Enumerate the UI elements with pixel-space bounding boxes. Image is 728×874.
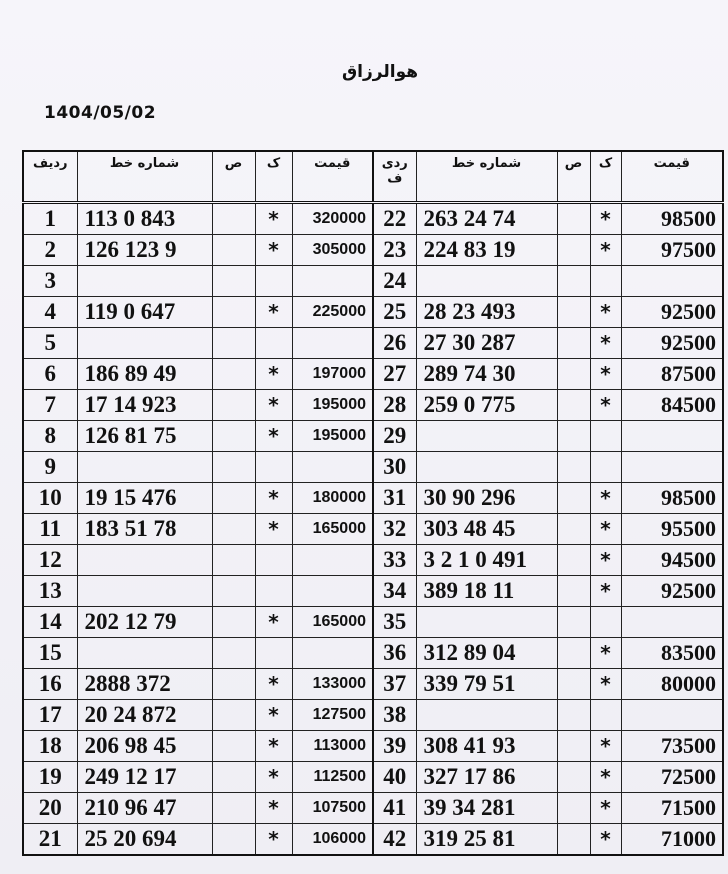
price-table-right: [372, 150, 724, 856]
row-number-cell: 26: [373, 328, 416, 359]
row-number-cell: 22: [373, 203, 416, 235]
line-number-cell: 126 81 75: [77, 421, 212, 452]
header-row: [373, 151, 416, 203]
table-header-row: [23, 151, 373, 203]
row-number-cell: 13: [23, 576, 77, 607]
price-cell: [621, 700, 723, 731]
price-cell: 71500: [621, 793, 723, 824]
kaf-mark-cell: *: [255, 669, 292, 700]
kaf-mark-cell: *: [590, 235, 621, 266]
sad-mark-cell: [557, 421, 590, 452]
row-number-cell: 19: [23, 762, 77, 793]
table-row: [373, 731, 723, 762]
table-row: [373, 607, 723, 638]
kaf-mark-cell: *: [255, 359, 292, 390]
line-number-cell: 27 30 287: [416, 328, 557, 359]
price-cell: 80000: [621, 669, 723, 700]
kaf-mark-cell: *: [590, 576, 621, 607]
price-cell: 225000: [292, 297, 373, 328]
kaf-mark-cell: [590, 421, 621, 452]
line-number-cell: 113 0 843: [77, 203, 212, 235]
table-row: [23, 452, 373, 483]
line-number-cell: 20 24 872: [77, 700, 212, 731]
sad-mark-cell: [212, 483, 255, 514]
row-number-cell: 20: [23, 793, 77, 824]
table-row: [373, 235, 723, 266]
row-number-cell: 21: [23, 824, 77, 856]
kaf-mark-cell: *: [590, 731, 621, 762]
price-cell: 112500: [292, 762, 373, 793]
line-number-cell: [77, 266, 212, 297]
kaf-mark-cell: *: [590, 328, 621, 359]
row-number-cell: 1: [23, 203, 77, 235]
kaf-mark-cell: *: [590, 390, 621, 421]
header-price: قیمت: [621, 151, 723, 203]
sad-mark-cell: [557, 824, 590, 856]
line-number-cell: 263 24 74: [416, 203, 557, 235]
table-row: [373, 576, 723, 607]
table-row: [373, 824, 723, 856]
table-header-row: [373, 151, 723, 203]
kaf-mark-cell: *: [255, 203, 292, 235]
line-number-cell: 224 83 19: [416, 235, 557, 266]
row-number-cell: 42: [373, 824, 416, 856]
price-cell: 133000: [292, 669, 373, 700]
kaf-mark-cell: *: [590, 762, 621, 793]
table-row: [23, 266, 373, 297]
line-number-cell: [416, 607, 557, 638]
price-cell: 305000: [292, 235, 373, 266]
row-number-cell: 37: [373, 669, 416, 700]
table-row: [373, 762, 723, 793]
price-cell: [621, 452, 723, 483]
kaf-mark-cell: [255, 328, 292, 359]
row-number-cell: 14: [23, 607, 77, 638]
sad-mark-cell: [212, 700, 255, 731]
line-number-cell: 249 12 17: [77, 762, 212, 793]
line-number-cell: 186 89 49: [77, 359, 212, 390]
kaf-mark-cell: [590, 266, 621, 297]
line-number-cell: [416, 421, 557, 452]
kaf-mark-cell: *: [255, 421, 292, 452]
table-row: [23, 297, 373, 328]
sad-mark-cell: [557, 545, 590, 576]
line-number-cell: 202 12 79: [77, 607, 212, 638]
line-number-cell: [77, 576, 212, 607]
sad-mark-cell: [557, 483, 590, 514]
row-number-cell: 11: [23, 514, 77, 545]
price-cell: 98500: [621, 483, 723, 514]
row-number-cell: 5: [23, 328, 77, 359]
sad-mark-cell: [557, 514, 590, 545]
kaf-mark-cell: [590, 452, 621, 483]
sad-mark-cell: [557, 576, 590, 607]
kaf-mark-cell: *: [255, 793, 292, 824]
table-row: [23, 514, 373, 545]
header-price: قیمت: [292, 151, 373, 203]
row-number-cell: 32: [373, 514, 416, 545]
line-number-cell: 303 48 45: [416, 514, 557, 545]
row-number-cell: 15: [23, 638, 77, 669]
line-number-cell: 308 41 93: [416, 731, 557, 762]
table-row: [23, 390, 373, 421]
price-cell: 83500: [621, 638, 723, 669]
price-cell: [621, 266, 723, 297]
table-row: [23, 638, 373, 669]
row-number-cell: 10: [23, 483, 77, 514]
sad-mark-cell: [212, 266, 255, 297]
table-row: [23, 483, 373, 514]
table-row: [23, 824, 373, 856]
price-cell: [292, 452, 373, 483]
table-row: [373, 359, 723, 390]
table-row: [373, 421, 723, 452]
price-cell: 113000: [292, 731, 373, 762]
table-row: [23, 731, 373, 762]
price-cell: 195000: [292, 390, 373, 421]
table-row: [23, 359, 373, 390]
line-number-cell: [416, 266, 557, 297]
kaf-mark-cell: *: [590, 793, 621, 824]
sad-mark-cell: [557, 669, 590, 700]
line-number-cell: 259 0 775: [416, 390, 557, 421]
table-row: [23, 545, 373, 576]
price-cell: 87500: [621, 359, 723, 390]
kaf-mark-cell: *: [255, 514, 292, 545]
sad-mark-cell: [557, 793, 590, 824]
sad-mark-cell: [557, 762, 590, 793]
line-number-cell: 39 34 281: [416, 793, 557, 824]
row-number-cell: 16: [23, 669, 77, 700]
row-number-cell: 9: [23, 452, 77, 483]
row-number-cell: 25: [373, 297, 416, 328]
line-number-cell: 339 79 51: [416, 669, 557, 700]
line-number-cell: 25 20 694: [77, 824, 212, 856]
table-row: [373, 266, 723, 297]
price-cell: 106000: [292, 824, 373, 856]
kaf-mark-cell: *: [255, 824, 292, 856]
line-number-cell: 30 90 296: [416, 483, 557, 514]
kaf-mark-cell: [590, 700, 621, 731]
table-row: [373, 514, 723, 545]
sad-mark-cell: [212, 545, 255, 576]
row-number-cell: 18: [23, 731, 77, 762]
price-cell: [292, 328, 373, 359]
line-number-cell: 319 25 81: [416, 824, 557, 856]
price-cell: 165000: [292, 514, 373, 545]
table-row: [373, 700, 723, 731]
sad-mark-cell: [212, 235, 255, 266]
header-row: ردیف: [23, 151, 77, 203]
price-cell: 107500: [292, 793, 373, 824]
row-number-cell: 3: [23, 266, 77, 297]
price-cell: 94500: [621, 545, 723, 576]
price-cell: [292, 266, 373, 297]
sad-mark-cell: [212, 359, 255, 390]
table-row: [373, 669, 723, 700]
kaf-mark-cell: *: [590, 545, 621, 576]
table-row: [23, 700, 373, 731]
table-row: [373, 483, 723, 514]
sad-mark-cell: [557, 266, 590, 297]
line-number-cell: 19 15 476: [77, 483, 212, 514]
header-sad: ص: [557, 151, 590, 203]
sad-mark-cell: [212, 203, 255, 235]
row-number-cell: 7: [23, 390, 77, 421]
price-cell: 197000: [292, 359, 373, 390]
kaf-mark-cell: *: [255, 390, 292, 421]
kaf-mark-cell: *: [255, 762, 292, 793]
sad-mark-cell: [557, 638, 590, 669]
price-cell: 97500: [621, 235, 723, 266]
table-row: [373, 203, 723, 235]
table-row: [373, 297, 723, 328]
table-row: [23, 669, 373, 700]
page-heading: هوالرزاق: [341, 62, 419, 82]
price-cell: 98500: [621, 203, 723, 235]
row-number-cell: 38: [373, 700, 416, 731]
row-number-cell: 40: [373, 762, 416, 793]
line-number-cell: 327 17 86: [416, 762, 557, 793]
line-number-cell: [416, 452, 557, 483]
price-cell: 92500: [621, 576, 723, 607]
kaf-mark-cell: *: [255, 700, 292, 731]
header-number: شماره خط: [77, 151, 212, 203]
sad-mark-cell: [557, 700, 590, 731]
line-number-cell: 17 14 923: [77, 390, 212, 421]
sad-mark-cell: [212, 514, 255, 545]
row-number-cell: 33: [373, 545, 416, 576]
kaf-mark-cell: *: [590, 824, 621, 856]
table-row: [373, 390, 723, 421]
sad-mark-cell: [212, 328, 255, 359]
price-cell: [292, 638, 373, 669]
sad-mark-cell: [212, 762, 255, 793]
kaf-mark-cell: *: [590, 203, 621, 235]
line-number-cell: 28 23 493: [416, 297, 557, 328]
line-number-cell: 126 123 9: [77, 235, 212, 266]
line-number-cell: 312 89 04: [416, 638, 557, 669]
sad-mark-cell: [212, 731, 255, 762]
price-cell: 71000: [621, 824, 723, 856]
table-row: [23, 793, 373, 824]
table-row: [23, 421, 373, 452]
sad-mark-cell: [212, 669, 255, 700]
header-kaf: ک: [590, 151, 621, 203]
row-number-cell: 24: [373, 266, 416, 297]
kaf-mark-cell: *: [590, 359, 621, 390]
kaf-mark-cell: [255, 452, 292, 483]
price-cell: 92500: [621, 297, 723, 328]
table-row: [23, 328, 373, 359]
sad-mark-cell: [557, 203, 590, 235]
header-row-part-b: ف: [387, 171, 403, 186]
row-number-cell: 31: [373, 483, 416, 514]
sad-mark-cell: [212, 638, 255, 669]
row-number-cell: 8: [23, 421, 77, 452]
kaf-mark-cell: *: [255, 731, 292, 762]
table-row: [373, 793, 723, 824]
sad-mark-cell: [212, 297, 255, 328]
table-row: [373, 638, 723, 669]
line-number-cell: 289 74 30: [416, 359, 557, 390]
sad-mark-cell: [557, 452, 590, 483]
price-cell: 92500: [621, 328, 723, 359]
kaf-mark-cell: *: [590, 483, 621, 514]
row-number-cell: 36: [373, 638, 416, 669]
sad-mark-cell: [212, 421, 255, 452]
price-cell: [292, 576, 373, 607]
sad-mark-cell: [557, 235, 590, 266]
price-table-left: [22, 150, 374, 856]
sad-mark-cell: [212, 824, 255, 856]
table-row: [373, 452, 723, 483]
kaf-mark-cell: *: [255, 235, 292, 266]
line-number-cell: 389 18 11: [416, 576, 557, 607]
price-cell: 127500: [292, 700, 373, 731]
line-number-cell: 2888 372: [77, 669, 212, 700]
line-number-cell: 206 98 45: [77, 731, 212, 762]
kaf-mark-cell: *: [590, 669, 621, 700]
line-number-cell: 210 96 47: [77, 793, 212, 824]
line-number-cell: 183 51 78: [77, 514, 212, 545]
row-number-cell: 28: [373, 390, 416, 421]
row-number-cell: 29: [373, 421, 416, 452]
kaf-mark-cell: *: [590, 297, 621, 328]
price-cell: 73500: [621, 731, 723, 762]
sad-mark-cell: [212, 793, 255, 824]
line-number-cell: 3 2 1 0 491: [416, 545, 557, 576]
kaf-mark-cell: [255, 266, 292, 297]
sad-mark-cell: [557, 297, 590, 328]
sad-mark-cell: [557, 359, 590, 390]
sad-mark-cell: [557, 328, 590, 359]
kaf-mark-cell: [255, 545, 292, 576]
row-number-cell: 12: [23, 545, 77, 576]
row-number-cell: 30: [373, 452, 416, 483]
row-number-cell: 39: [373, 731, 416, 762]
sad-mark-cell: [212, 576, 255, 607]
kaf-mark-cell: *: [255, 607, 292, 638]
price-cell: 320000: [292, 203, 373, 235]
row-number-cell: 4: [23, 297, 77, 328]
price-cell: 84500: [621, 390, 723, 421]
sad-mark-cell: [557, 390, 590, 421]
kaf-mark-cell: *: [590, 514, 621, 545]
kaf-mark-cell: *: [590, 638, 621, 669]
line-number-cell: [77, 638, 212, 669]
table-row: [23, 576, 373, 607]
header-row-part-a: ردی: [381, 156, 408, 171]
price-cell: 195000: [292, 421, 373, 452]
line-number-cell: [77, 328, 212, 359]
row-number-cell: 23: [373, 235, 416, 266]
kaf-mark-cell: [255, 638, 292, 669]
line-number-cell: [416, 700, 557, 731]
header-kaf: ک: [255, 151, 292, 203]
header-number: شماره خط: [416, 151, 557, 203]
table-row: [23, 762, 373, 793]
sad-mark-cell: [557, 607, 590, 638]
line-number-cell: [77, 452, 212, 483]
table-row: [23, 235, 373, 266]
sad-mark-cell: [212, 452, 255, 483]
price-cell: [621, 607, 723, 638]
kaf-mark-cell: [255, 576, 292, 607]
row-number-cell: 27: [373, 359, 416, 390]
kaf-mark-cell: *: [255, 483, 292, 514]
price-cell: 180000: [292, 483, 373, 514]
row-number-cell: 6: [23, 359, 77, 390]
sad-mark-cell: [212, 607, 255, 638]
kaf-mark-cell: [590, 607, 621, 638]
price-cell: 95500: [621, 514, 723, 545]
price-cell: 72500: [621, 762, 723, 793]
line-number-cell: [77, 545, 212, 576]
sad-mark-cell: [557, 731, 590, 762]
row-number-cell: 17: [23, 700, 77, 731]
table-row: [23, 203, 373, 235]
row-number-cell: 34: [373, 576, 416, 607]
row-number-cell: 2: [23, 235, 77, 266]
kaf-mark-cell: *: [255, 297, 292, 328]
price-cell: [621, 421, 723, 452]
sad-mark-cell: [212, 390, 255, 421]
document-date: 1404/05/02: [44, 103, 157, 123]
line-number-cell: 119 0 647: [77, 297, 212, 328]
table-row: [23, 607, 373, 638]
price-cell: [292, 545, 373, 576]
price-cell: 165000: [292, 607, 373, 638]
table-row: [373, 328, 723, 359]
row-number-cell: 35: [373, 607, 416, 638]
table-row: [373, 545, 723, 576]
row-number-cell: 41: [373, 793, 416, 824]
header-sad: ص: [212, 151, 255, 203]
